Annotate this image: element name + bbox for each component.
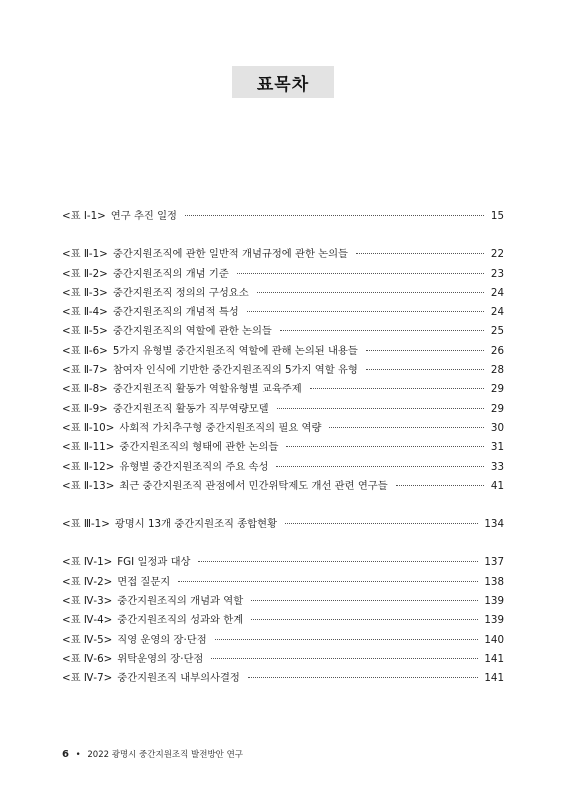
toc-entry-title: 면접 질문지 (117, 575, 171, 588)
toc-entry-title: 중간지원조직 정의의 구성요소 (112, 286, 249, 299)
toc-entry-title: 중간지원조직에 관한 일반적 개념규정에 관한 논의들 (112, 248, 349, 261)
toc-entry-label: <표 Ⅳ-1> (62, 556, 113, 569)
toc-leader-dots (396, 485, 484, 486)
toc-entry[interactable] (62, 400, 504, 419)
toc-group (62, 553, 504, 688)
toc-entry-title: 중간지원조직 활동가 직무역량모델 (112, 402, 269, 415)
toc-entry-title: 광명시 13개 중간지원조직 종합현황 (114, 518, 278, 531)
toc-entry-page: 29 (490, 402, 504, 415)
toc-entry[interactable] (62, 477, 504, 496)
toc-entry-title: 최근 중간지원조직 관점에서 민간위탁제도 개선 관련 연구들 (119, 479, 388, 492)
toc-entry[interactable] (62, 361, 504, 380)
toc-entry-page: 139 (484, 595, 504, 608)
toc-entry-label: <표 Ⅱ-5> (62, 325, 108, 338)
toc-entry-page: 29 (490, 383, 504, 396)
toc-leader-dots (329, 427, 484, 428)
toc-leader-dots (198, 561, 478, 562)
toc-leader-dots (215, 639, 479, 640)
toc-entry[interactable] (62, 611, 504, 630)
toc-entry[interactable] (62, 342, 504, 361)
toc-entry-page: 25 (490, 325, 504, 338)
toc-entry-title: 중간지원조직의 성과와 한계 (117, 614, 244, 627)
toc-entry-label: <표 Ⅱ-2> (62, 267, 108, 280)
toc-entry[interactable] (62, 245, 504, 264)
toc-entry-page: 134 (484, 518, 504, 531)
toc-entry-label: <표 Ⅰ-1> (62, 210, 106, 222)
toc-entry-page: 137 (484, 556, 504, 569)
toc-entry[interactable] (62, 303, 504, 322)
footer-page-number: 6 (62, 749, 69, 760)
footer-bullet: • (75, 750, 81, 760)
toc-leader-dots (185, 215, 484, 216)
toc-entry-label: <표 Ⅱ-10> (62, 421, 115, 434)
toc-entry-label: <표 Ⅱ-11> (62, 441, 115, 454)
toc-leader-dots (366, 369, 484, 370)
toc-leader-dots (211, 658, 478, 659)
toc-entry-label: <표 Ⅲ-1> (62, 518, 110, 531)
toc-entry-page: 138 (484, 575, 504, 588)
toc-entry-title: 연구 추진 일정 (110, 210, 178, 222)
toc-entry[interactable] (62, 573, 504, 592)
toc-group (62, 207, 504, 226)
toc-entry-label: <표 Ⅳ-3> (62, 595, 113, 608)
toc-entry-title: 참여자 인식에 기반한 중간지원조직의 5가지 역할 유형 (112, 364, 358, 377)
toc-entry[interactable] (62, 438, 504, 457)
toc-group (62, 245, 504, 496)
table-of-tables (62, 207, 504, 708)
toc-entry-label: <표 Ⅳ-5> (62, 633, 113, 646)
toc-entry-label: <표 Ⅱ-7> (62, 364, 108, 377)
toc-leader-dots (257, 292, 484, 293)
toc-entry-page: 140 (484, 633, 504, 646)
toc-leader-dots (247, 311, 484, 312)
toc-leader-dots (251, 619, 478, 620)
toc-leader-dots (310, 388, 484, 389)
toc-entry-page: 22 (490, 248, 504, 261)
toc-leader-dots (178, 581, 478, 582)
page-title: 표목차 (232, 66, 334, 98)
toc-entry-page: 33 (490, 460, 504, 473)
toc-entry[interactable] (62, 458, 504, 477)
toc-entry-label: <표 Ⅳ-4> (62, 614, 113, 627)
toc-entry-title: 5가지 유형별 중간지원조직 역할에 관해 논의된 내용들 (112, 344, 358, 357)
toc-entry-page: 139 (484, 614, 504, 627)
toc-entry-page: 31 (490, 441, 504, 454)
toc-entry[interactable] (62, 650, 504, 669)
toc-entry[interactable] (62, 631, 504, 650)
toc-entry-label: <표 Ⅳ-6> (62, 652, 113, 665)
toc-entry[interactable] (62, 380, 504, 399)
toc-entry-label: <표 Ⅱ-4> (62, 306, 108, 319)
toc-entry-page: 24 (490, 306, 504, 319)
toc-entry[interactable] (62, 207, 504, 226)
toc-entry-title: 중간지원조직의 개념 기준 (112, 267, 229, 280)
toc-entry-page: 141 (484, 672, 504, 685)
toc-entry-title: 중간지원조직의 개념적 특성 (112, 306, 239, 319)
toc-entry-title: 위탁운영의 장·단점 (117, 652, 204, 665)
toc-entry-page: 28 (490, 364, 504, 377)
toc-entry[interactable] (62, 265, 504, 284)
toc-entry-page: 26 (490, 344, 504, 357)
toc-leader-dots (237, 273, 484, 274)
toc-leader-dots (276, 466, 484, 467)
toc-entry-page: 30 (490, 421, 504, 434)
footer-text: 2022 광명시 중간지원조직 발전방안 연구 (87, 750, 243, 760)
toc-entry-label: <표 Ⅱ-12> (62, 460, 115, 473)
page-footer (62, 748, 243, 760)
toc-entry-title: 중간지원조직 활동가 역할유형별 교육주제 (112, 383, 302, 396)
toc-entry-title: 중간지원조직 내부의사결정 (117, 672, 240, 685)
toc-entry-label: <표 Ⅱ-3> (62, 286, 108, 299)
toc-entry-title: 유형별 중간지원조직의 주요 속성 (119, 460, 269, 473)
toc-entry-title: 직영 운영의 장·단점 (117, 633, 207, 646)
toc-entry-page: 141 (484, 652, 504, 665)
toc-leader-dots (251, 600, 478, 601)
toc-entry-title: 중간지원조직의 개념과 역할 (117, 595, 244, 608)
toc-leader-dots (248, 677, 478, 678)
toc-entry[interactable] (62, 419, 504, 438)
toc-entry-title: 중간지원조직의 형태에 관한 논의들 (119, 441, 279, 454)
toc-entry-label: <표 Ⅱ-1> (62, 248, 108, 261)
toc-group (62, 515, 504, 534)
toc-entry-page: 24 (490, 286, 504, 299)
toc-leader-dots (356, 253, 484, 254)
toc-entry-page: 23 (490, 267, 504, 280)
toc-entry[interactable] (62, 669, 504, 688)
toc-leader-dots (277, 408, 484, 409)
toc-leader-dots (280, 330, 484, 331)
toc-entry-label: <표 Ⅱ-6> (62, 344, 108, 357)
toc-leader-dots (366, 350, 484, 351)
toc-leader-dots (285, 523, 478, 524)
toc-entry[interactable] (62, 515, 504, 534)
toc-entry-title: FGI 일정과 대상 (117, 556, 191, 569)
toc-entry-label: <표 Ⅳ-7> (62, 672, 113, 685)
toc-entry-label: <표 Ⅱ-13> (62, 479, 115, 492)
toc-entry-label: <표 Ⅱ-8> (62, 383, 108, 396)
toc-entry[interactable] (62, 322, 504, 341)
toc-entry-page: 15 (490, 210, 504, 222)
toc-entry[interactable] (62, 553, 504, 572)
toc-entry-title: 중간지원조직의 역할에 관한 논의들 (112, 325, 272, 338)
toc-entry-label: <표 Ⅳ-2> (62, 575, 113, 588)
toc-entry-title: 사회적 가치추구형 중간지원조직의 필요 역량 (119, 421, 322, 434)
toc-entry-label: <표 Ⅱ-9> (62, 402, 108, 415)
toc-entry-page: 41 (490, 479, 504, 492)
toc-entry[interactable] (62, 284, 504, 303)
toc-leader-dots (286, 446, 484, 447)
toc-entry[interactable] (62, 592, 504, 611)
